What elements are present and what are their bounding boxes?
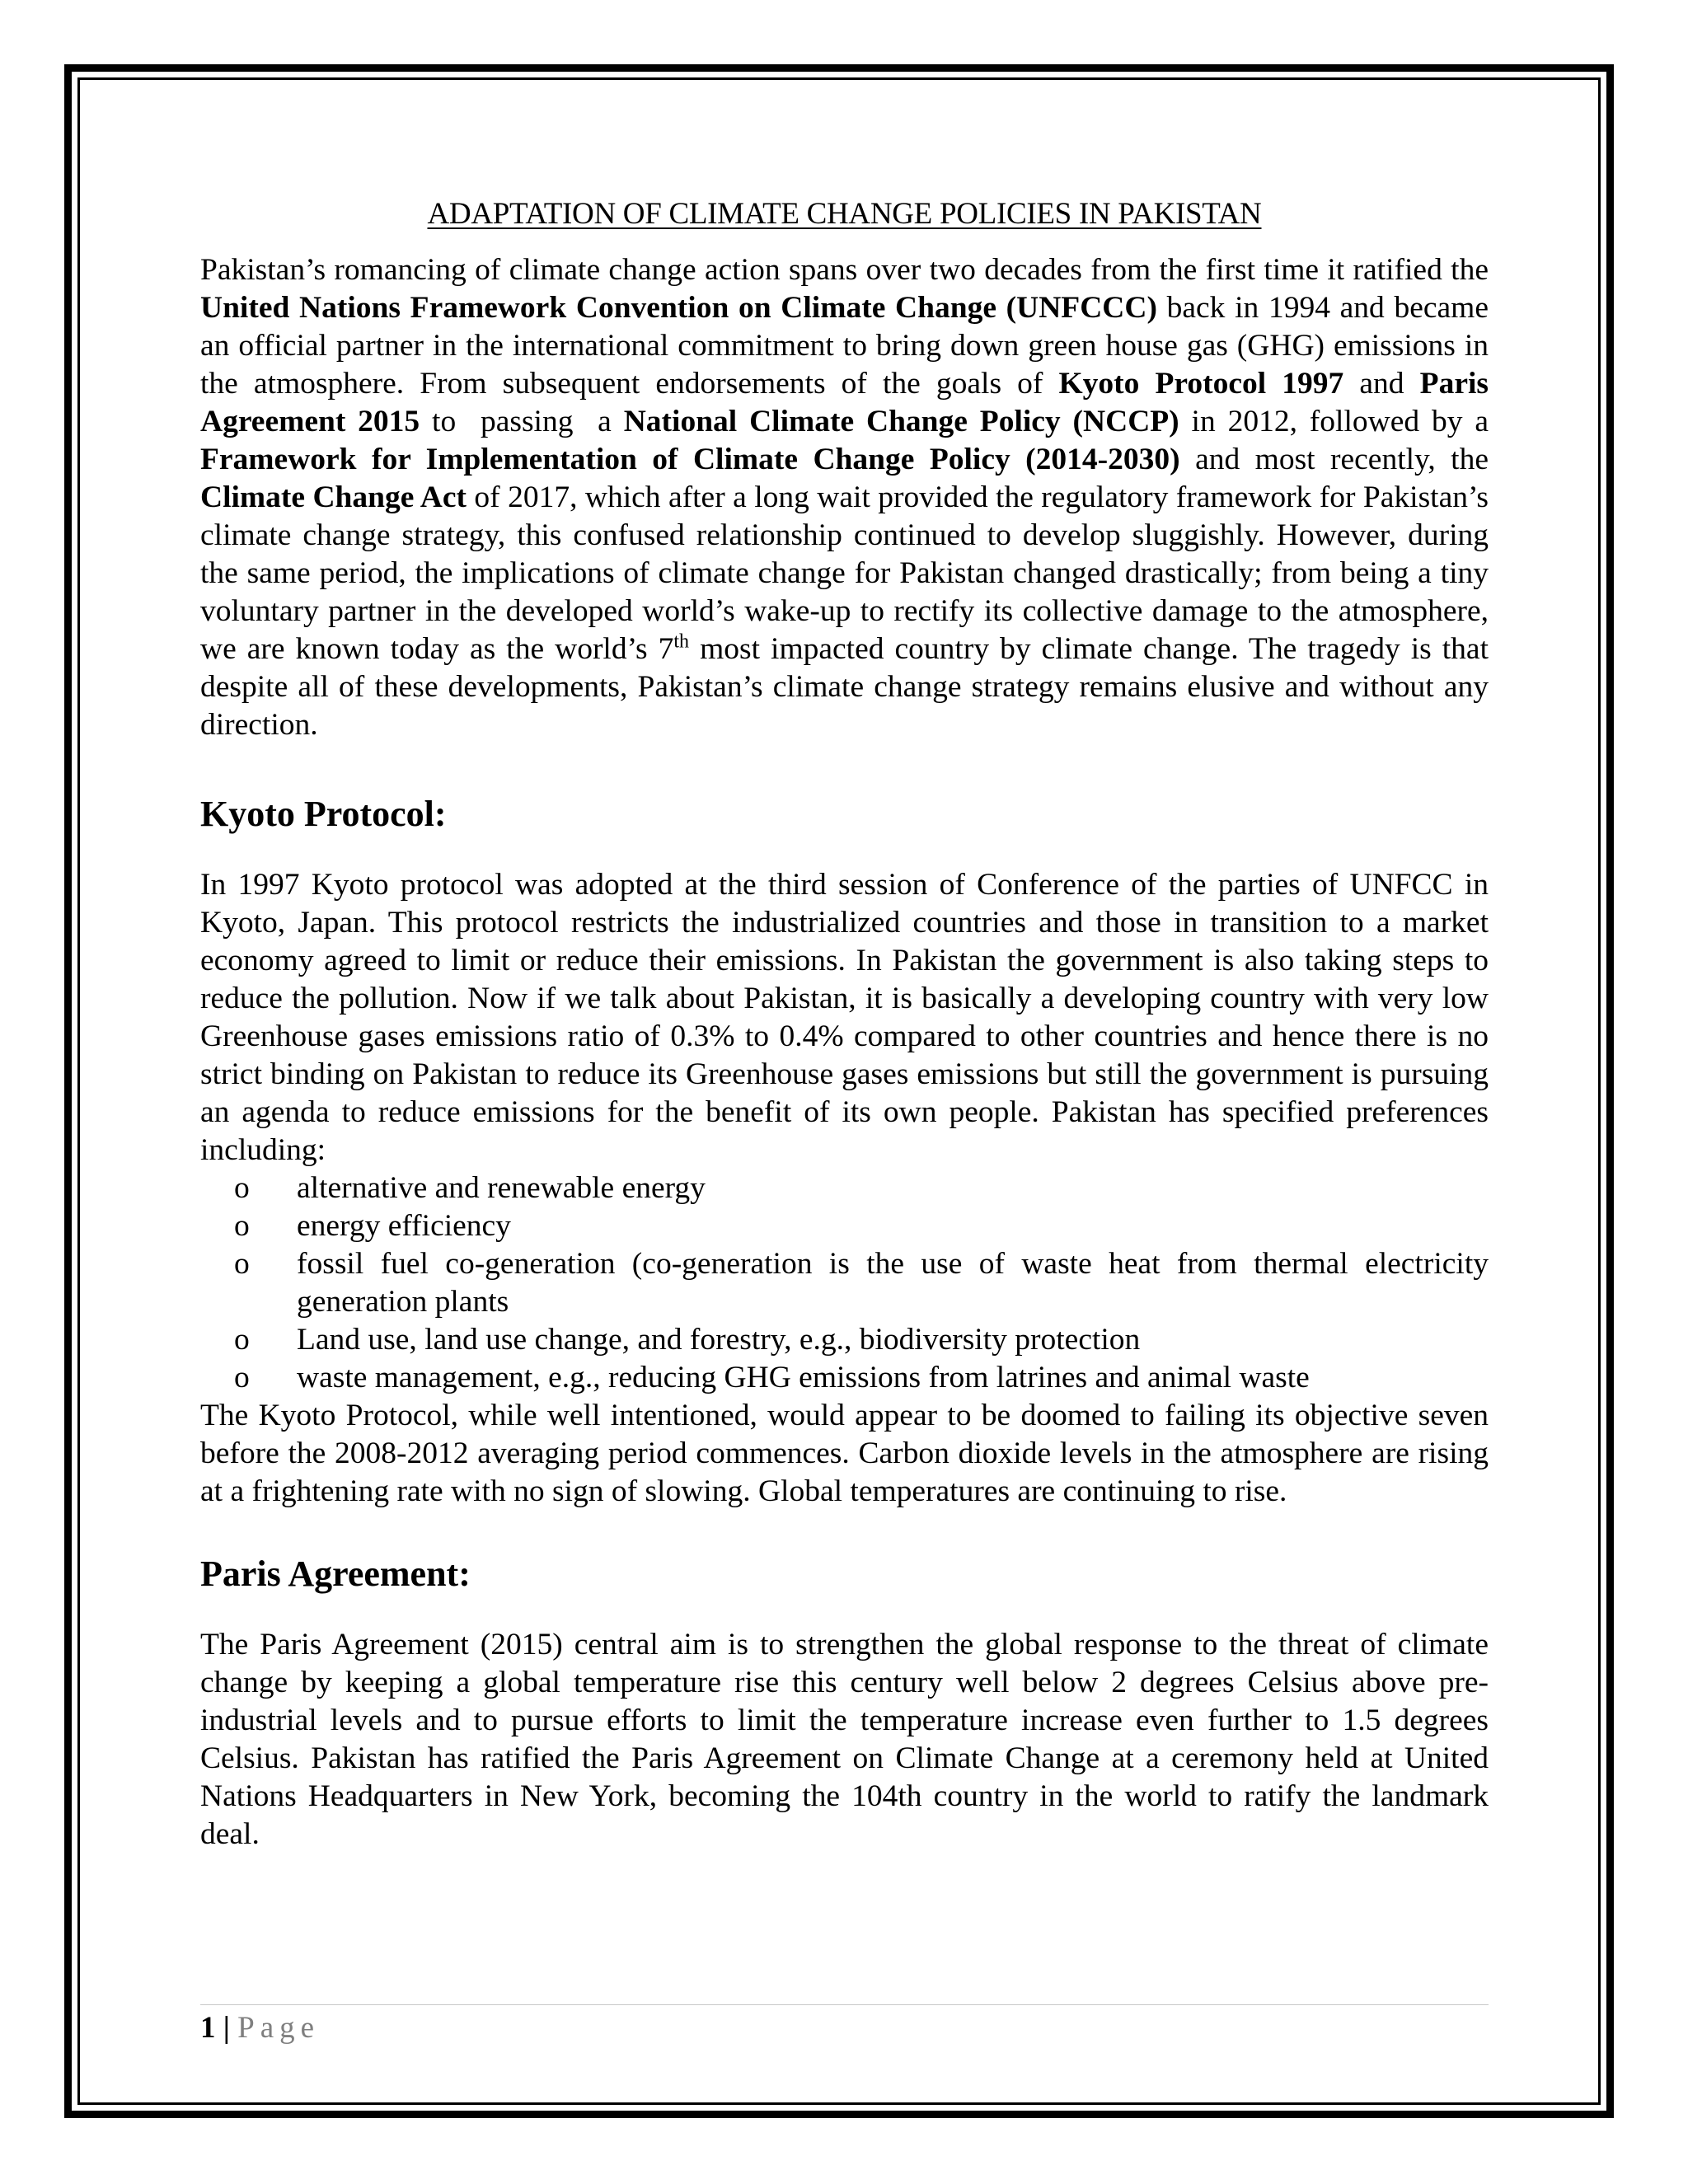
intro-bold-paris: Paris Agreement 2015 <box>200 367 1504 438</box>
document-body <box>200 196 1504 1854</box>
intro-text-7: of 2017, which after a long wait provided the regulatory framework for Pakistan’s climate change strategy, this confused relationship continued to develop sluggishly. However, during the same period, the implications of climate change for Pakistan changed drastically; from being a tiny voluntary partner in the developed world’s wake-up to rectify its collective damage to the atmosphere, we are known today as the world’s 7 <box>200 480 1489 666</box>
list-item <box>200 1359 1489 1397</box>
bullet-marker: o <box>234 1171 250 1205</box>
page-footer <box>200 2009 320 2047</box>
intro-text-5: in 2012, followed by a <box>1179 405 1489 438</box>
kyoto-preferences-list <box>200 1169 1489 1397</box>
list-item <box>200 1207 1489 1245</box>
list-item-text: energy efficiency <box>297 1209 511 1243</box>
footer-separator: | <box>223 2011 230 2045</box>
list-item <box>200 1169 1489 1207</box>
intro-text-6: and most recently, the <box>1179 443 1489 476</box>
list-item-text: fossil fuel co-generation (co-generation is the use of waste heat from thermal electricity generation plants <box>297 1247 1489 1319</box>
page-label: Page <box>237 2011 321 2045</box>
footer-divider <box>200 2004 1489 2005</box>
list-item-text: waste management, e.g., reducing GHG emissions from latrines and animal waste <box>297 1361 1310 1394</box>
intro-bold-framework: Framework for Implementation of Climate Change Policy (2014-2030) <box>200 443 1180 476</box>
intro-bold-kyoto: Kyoto Protocol 1997 <box>1058 367 1344 401</box>
bullet-marker: o <box>234 1209 250 1243</box>
bullet-marker: o <box>234 1247 250 1281</box>
list-item <box>200 1245 1489 1321</box>
kyoto-heading: Kyoto Protocol: <box>200 794 447 834</box>
intro-superscript: th <box>673 630 690 653</box>
paris-heading: Paris Agreement: <box>200 1554 471 1594</box>
bullet-marker: o <box>234 1361 250 1394</box>
paris-paragraph: The Paris Agreement (2015) central aim is to strengthen the global response to the threat of climate change by keeping a global temperature rise this century well below 2 degrees Celsius above pre-industrial levels and to pursue efforts to limit the temperature increase even further to 1.5 degrees Celsius. Pakistan has ratified the Paris Agreement on Climate Change at a ceremony held at United Nations Headquarters in New York, becoming the 104th country in the world to ratify the landmark deal. <box>200 1628 1489 1851</box>
list-item-text: alternative and renewable energy <box>297 1171 706 1205</box>
kyoto-paragraph-2: The Kyoto Protocol, while well intentioned, would appear to be doomed to failing its objective seven before the 2008-2012 averaging period commences. Carbon dioxide levels in the atmosphere are rising at a frightening rate with no sign of slowing. Global temperatures are continuing to rise. <box>200 1399 1489 1508</box>
intro-text-8: most impacted country by climate change. The tragedy is that despite all of these developments, Pakistan’s climate change strategy remains elusive and without any direction. <box>200 632 1489 742</box>
document-title: ADAPTATION OF CLIMATE CHANGE POLICIES IN PAKISTAN <box>427 197 1262 231</box>
page-number: 1 <box>200 2011 216 2045</box>
intro-text-4: to passing a <box>420 405 624 438</box>
intro-text-3: and <box>1343 367 1420 401</box>
list-item-text: Land use, land use change, and forestry, e.g., biodiversity protection <box>297 1323 1141 1357</box>
intro-paragraph <box>200 251 1504 744</box>
bullet-marker: o <box>234 1323 250 1357</box>
intro-bold-nccp: National Climate Change Policy (NCCP) <box>623 405 1179 438</box>
intro-bold-act: Climate Change Act <box>200 480 467 514</box>
intro-bold-unfccc: United Nations Framework Convention on Climate Change (UNFCCC) <box>200 291 1157 325</box>
intro-text-2: back in 1994 and became an official partner in the international commitment to bring down green house gas (GHG) emissions in the atmosphere. From subsequent endorsements of the goals of <box>200 291 1489 401</box>
list-item <box>200 1321 1489 1359</box>
intro-text-1: Pakistan’s romancing of climate change action spans over two decades from the first time it ratified the <box>200 253 1489 287</box>
kyoto-paragraph-1: In 1997 Kyoto protocol was adopted at the third session of Conference of the parties of UNFCC in Kyoto, Japan. This protocol restricts the industrialized countries and those in transition to a market economy agreed to limit or reduce their emissions. In Pakistan the government is also taking steps to reduce the pollution. Now if we talk about Pakistan, it is basically a developing country with very low Greenhouse gases emissions ratio of 0.3% to 0.4% compared to other countries and hence there is no strict binding on Pakistan to reduce its Greenhouse gases emissions but still the government is pursuing an agenda to reduce emissions for the benefit of its own people. Pakistan has specified preferences including: <box>200 868 1489 1167</box>
